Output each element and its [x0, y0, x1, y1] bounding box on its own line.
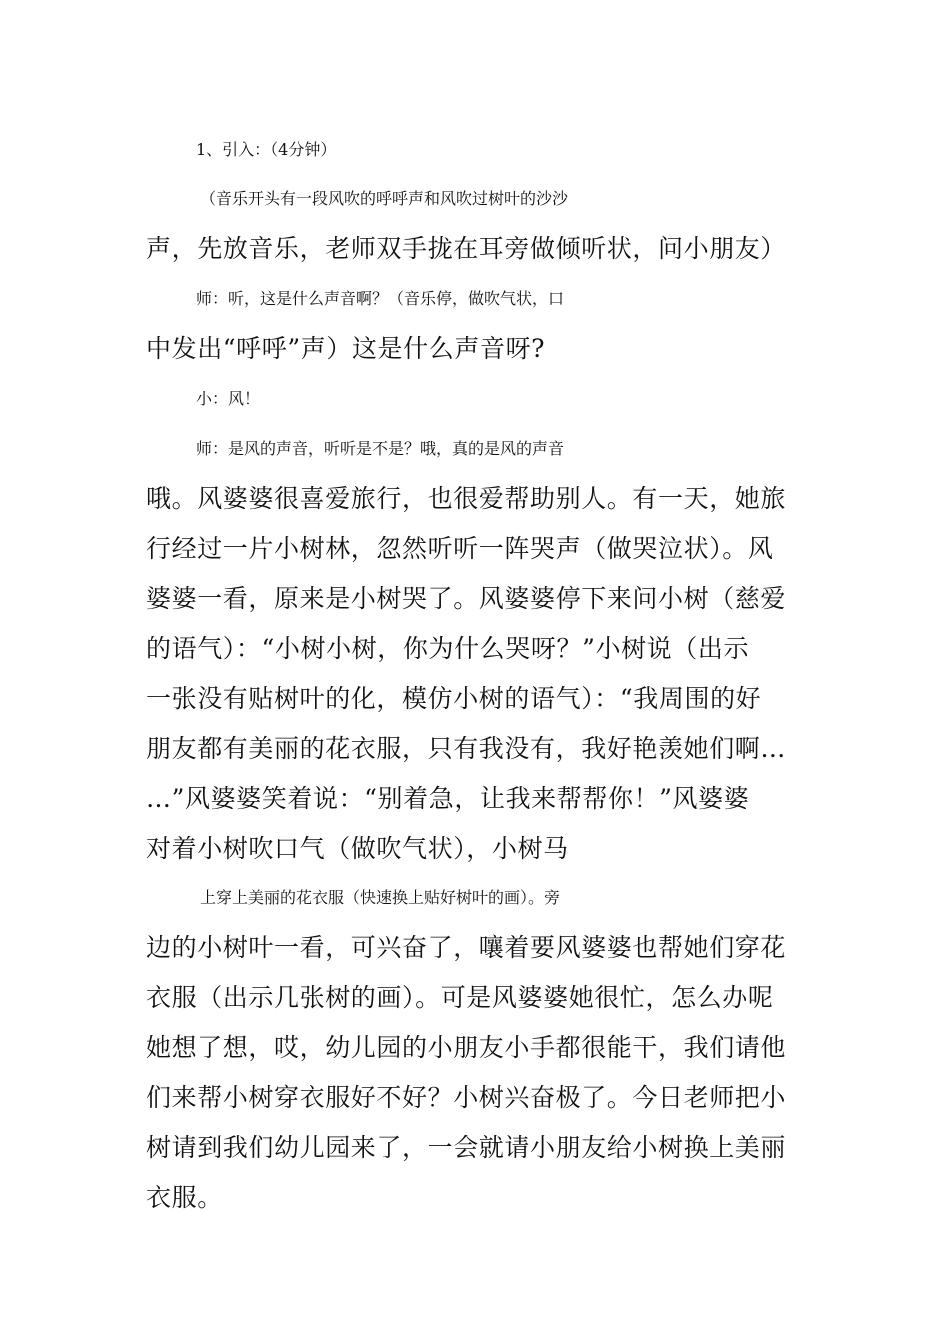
text-line: 对着小树吹口气（做吹气状），小树马 — [146, 834, 569, 863]
text-line: 的语气）：“小树小树，你为什么哭呀？”小树说（出示 — [146, 634, 750, 663]
text-line: （音乐开头有一段风吹的呼呼声和风吹过树叶的沙沙 — [200, 189, 569, 208]
text-line: 哦。风婆婆很喜爱旅行，也很爱帮助别人。有一天，她旅 — [146, 484, 787, 513]
text-line: 们来帮小树穿衣服好不好？小树兴奋极了。今日老师把小 — [146, 1083, 787, 1112]
text-line: 行经过一片小树林，忽然听听一阵哭声（做哭泣状）。风 — [146, 534, 774, 563]
section-heading: 1、引入：（4分钟） — [196, 140, 337, 159]
text-line: 一张没有贴树叶的化，模仿小树的语气）：“我周围的好 — [146, 684, 762, 713]
text-line: 树请到我们幼儿园来了，一会就请小朋友给小树换上美丽 — [146, 1133, 787, 1162]
text-line: 衣服（出示几张树的画）。可是风婆婆她很忙，怎么办呢 — [146, 983, 774, 1012]
text-line: 声，先放音乐，老师双手拢在耳旁做倾听状，问小朋友） — [146, 234, 787, 263]
text-line: 师：听，这是什么声音啊？（音乐停，做吹气状，口 — [196, 289, 565, 308]
text-line: 朋友都有美丽的花衣服，只有我没有，我好艳羡她们啊… — [146, 734, 787, 763]
text-line: …”风婆婆笑着说：“别着急，让我来帮帮你！”风婆婆 — [146, 784, 750, 813]
text-line: 婆婆一看，原来是小树哭了。风婆婆停下来问小树（慈爱 — [146, 584, 787, 613]
text-line: 她想了想，哎，幼儿园的小朋友小手都很能干，我们请他 — [146, 1033, 787, 1062]
text-line: 边的小树叶一看，可兴奋了，嚷着要风婆婆也帮她们穿花 — [146, 933, 787, 962]
text-line: 师：是风的声音，听听是不是？哦，真的是风的声音 — [196, 439, 565, 458]
text-line: 衣服。 — [146, 1183, 223, 1212]
text-line: 上穿上美丽的花衣服（快速换上贴好树叶的画）。旁 — [200, 888, 561, 907]
text-line: 小：风！ — [196, 389, 261, 408]
text-line: 中发出“呼呼”声）这是什么声音呀? — [146, 334, 546, 363]
